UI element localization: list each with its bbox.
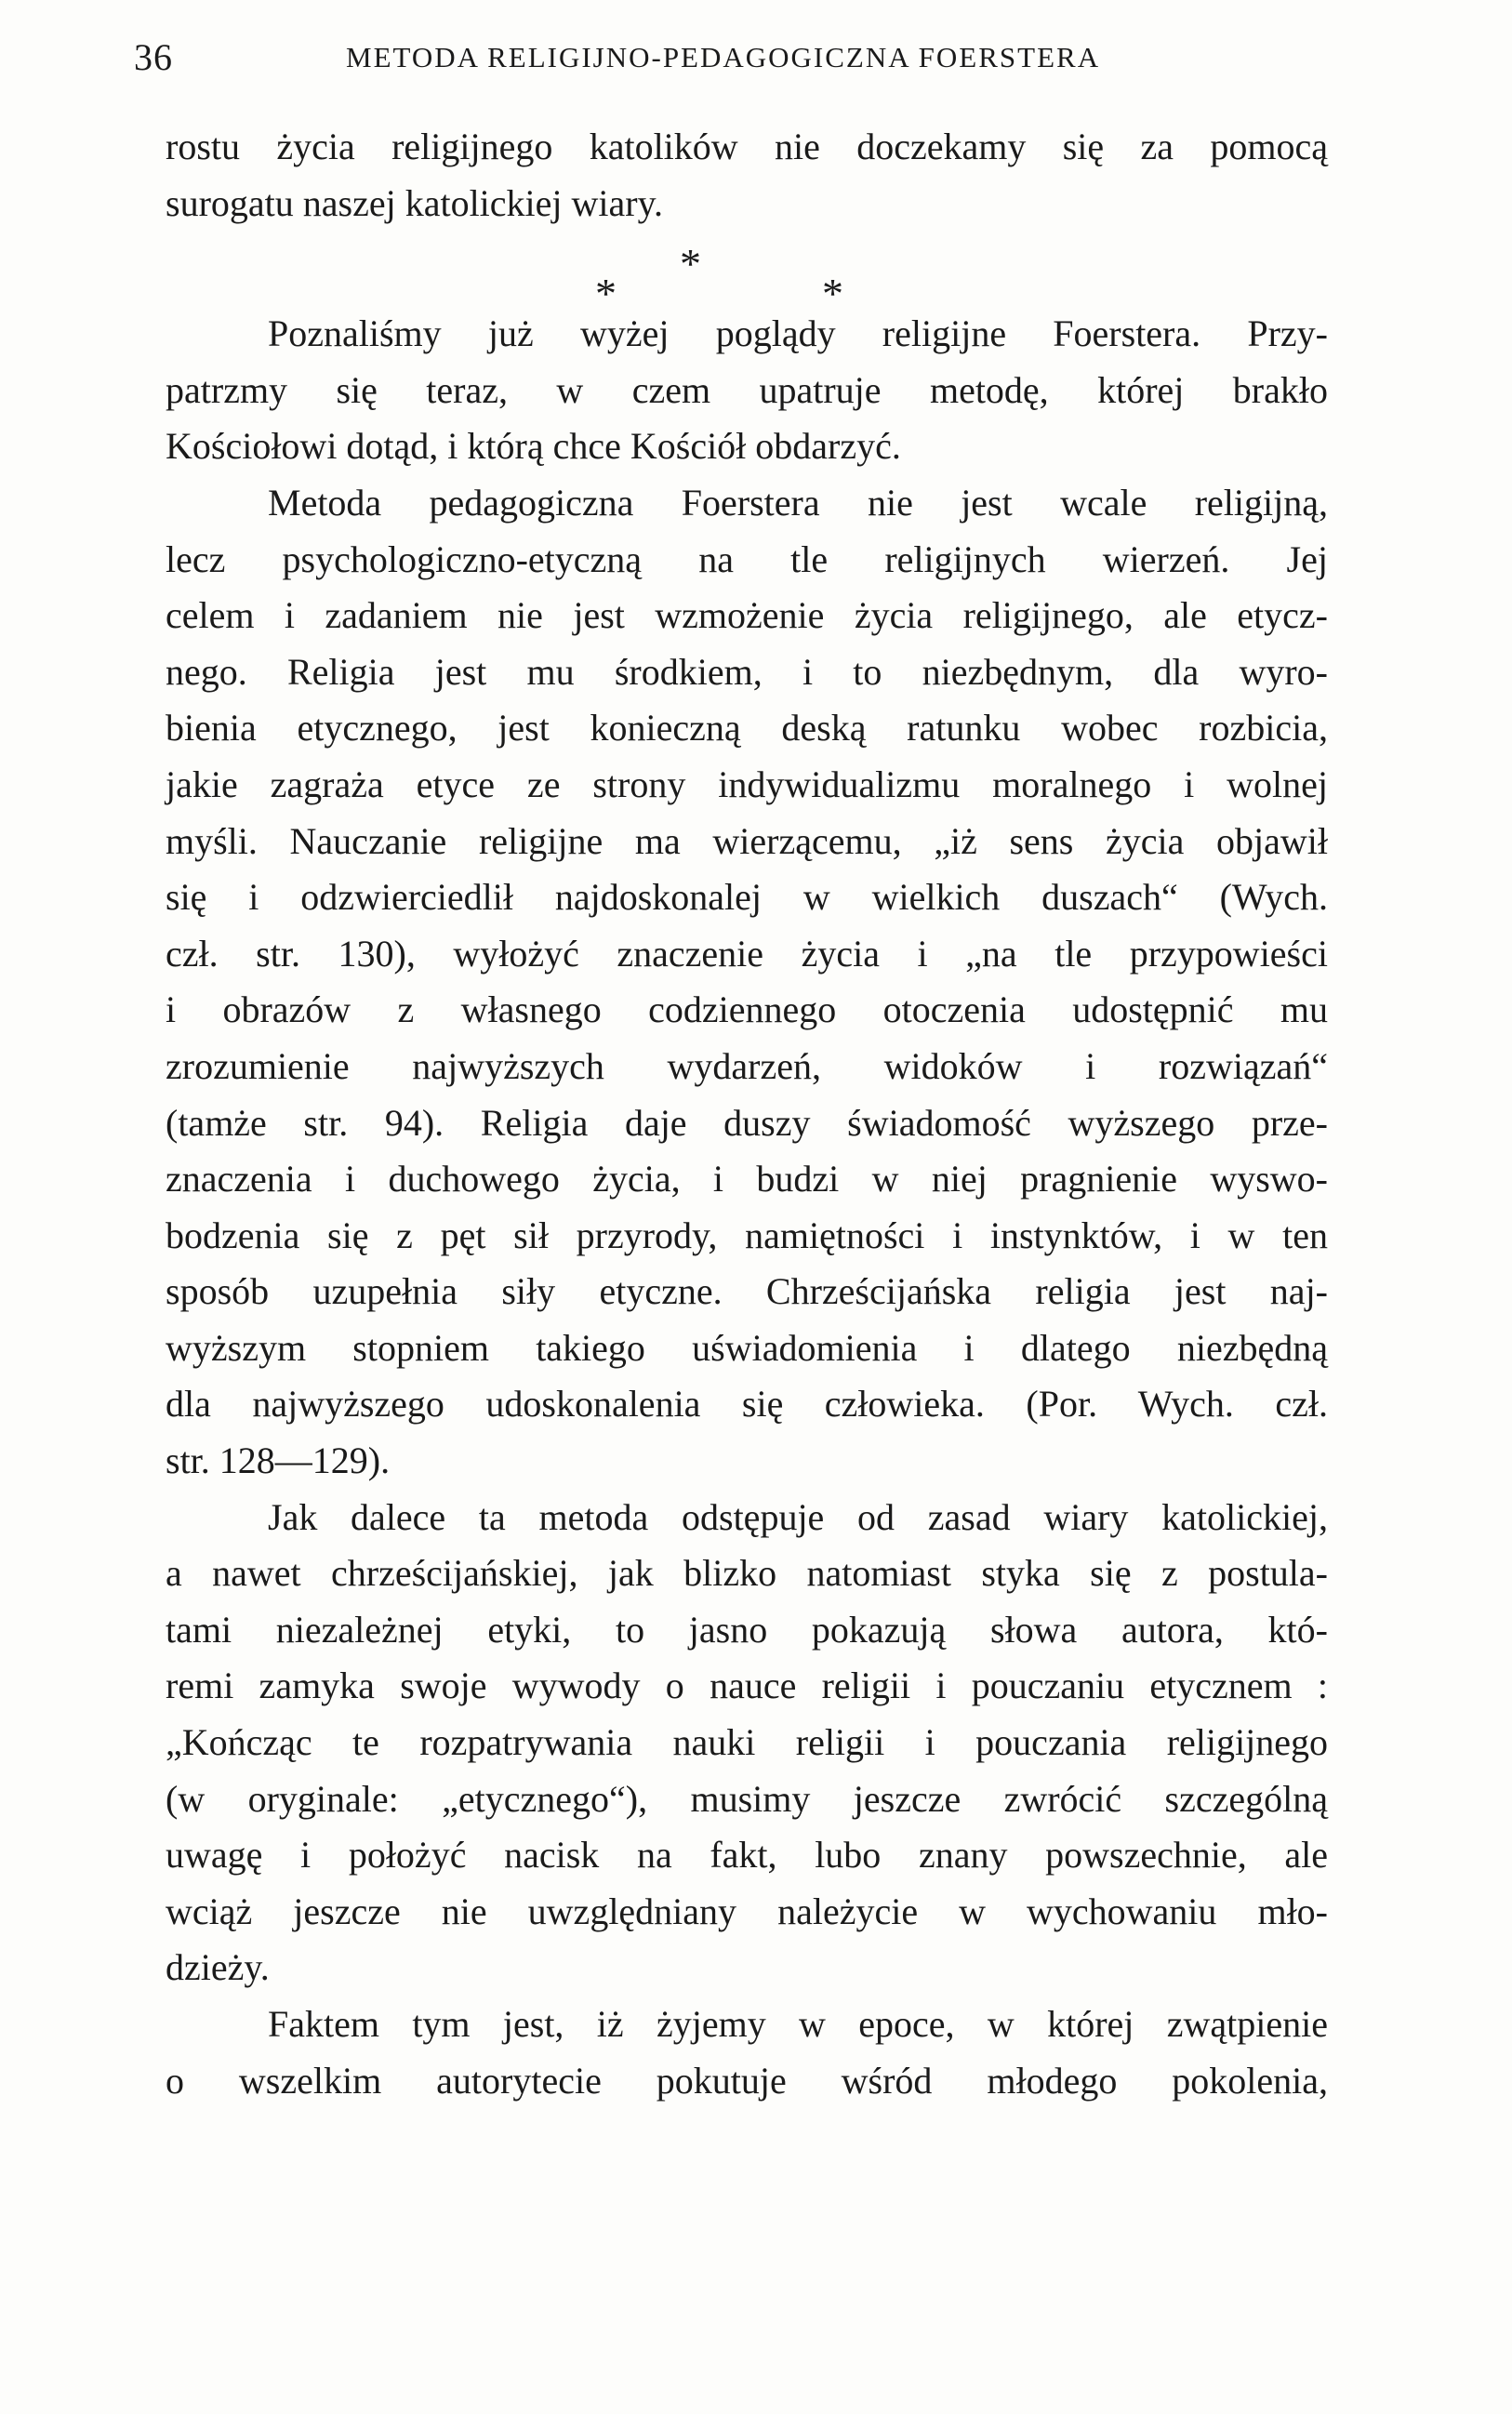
text-line: Kościołowi dotąd, i którą chce Kościół obdarzyć. — [166, 425, 901, 468]
body-text — [166, 119, 1328, 2109]
text-line: patrzmy się teraz, w czem upatruje metodę, której brakło — [166, 368, 1328, 411]
text-line: dla najwyższego udoskonalenia się człowieka. (Por. Wych. czł. — [166, 1383, 1328, 1426]
text-line: wyższym stopniem takiego uświadomienia i dlatego niezbędną — [166, 1326, 1328, 1369]
text-line: Jak dalece ta metoda odstępuje od zasad wiary katolickiej, — [268, 1495, 1328, 1538]
section-break — [166, 232, 1328, 318]
text-line: o wszelkim autorytecie pokutuje wśród młodego pokolenia, — [166, 2059, 1328, 2102]
text-line: znaczenia i duchowego życia, i budzi w niej pragnienie wyswo- — [166, 1158, 1328, 1200]
text-line: remi zamyka swoje wywody o nauce religii i pouczaniu etycznem : — [166, 1665, 1328, 1707]
text-line: myśli. Nauczanie religijne ma wierzącemu, „iż sens życia objawił — [166, 819, 1328, 862]
text-line: i obrazów z własnego codziennego otoczenia udostępnić mu — [166, 988, 1328, 1031]
asterisk: * — [680, 240, 701, 288]
page-number: 36 — [134, 36, 173, 78]
text-line: nego. Religia jest mu środkiem, i to niezbędnym, dla wyro- — [166, 650, 1328, 693]
text-line: „Kończąc te rozpatrywania nauki religii i pouczania religijnego — [166, 1721, 1328, 1764]
text-line: zrozumienie najwyższych wydarzeń, widoków i rozwiązań“ — [166, 1044, 1328, 1087]
text-line: dzieży. — [166, 1946, 270, 1989]
text-line: Poznaliśmy już wyżej poglądy religijne Foerstera. Przy- — [268, 312, 1328, 355]
text-line: czł. str. 130), wyłożyć znaczenie życia i „na tle przypowieści — [166, 932, 1328, 975]
text-line: a nawet chrześcijańskiej, jak blizko natomiast styka się z postula- — [166, 1552, 1328, 1595]
text-line: wciąż jeszcze nie uwzględniany należycie w wychowaniu mło- — [166, 1890, 1328, 1932]
text-line: (tamże str. 94). Religia daje duszy świadomość wyższego prze- — [166, 1101, 1328, 1144]
asterisk: * — [595, 270, 617, 318]
text-line: celem i zadaniem nie jest wzmożenie życia religijnego, ale etycz- — [166, 594, 1328, 637]
text-line: surogatu naszej katolickiej wiary. — [166, 181, 663, 224]
text-line: rostu życia religijnego katolików nie doczekamy się za pomocą — [166, 126, 1328, 167]
text-line: Metoda pedagogiczna Foerstera nie jest wcale religijną, — [268, 481, 1328, 524]
text-line: str. 128—129). — [166, 1439, 391, 1482]
text-line: uwagę i położyć nacisk na fakt, lubo znany powszechnie, ale — [166, 1834, 1328, 1877]
text-line: bienia etycznego, jest konieczną deską ratunku wobec rozbicia, — [166, 707, 1328, 749]
text-line: sposób uzupełnia siły etyczne. Chrześcijańska religia jest naj- — [166, 1270, 1328, 1313]
text-line: lecz psychologiczno-etyczną na tle religijnych wierzeń. Jej — [166, 537, 1328, 580]
text-line: bodzenia się z pęt sił przyrody, namiętności i instynktów, i w ten — [166, 1214, 1328, 1256]
text-line: jakie zagraża etyce ze strony indywidualizmu moralnego i wolnej — [166, 763, 1328, 805]
text-line: tami niezależnej etyki, to jasno pokazują słowa autora, któ- — [166, 1608, 1328, 1651]
text-line: Faktem tym jest, iż żyjemy w epoce, w której zwątpienie — [268, 2003, 1328, 2045]
text-line: (w oryginale: „etycznego“), musimy jeszcze zwrócić szczególną — [166, 1777, 1328, 1820]
text-line: się i odzwierciedlił najdoskonalej w wielkich duszach“ (Wych. — [166, 876, 1328, 919]
running-head: METODA RELIGIJNO-PEDAGOGICZNA FOERSTERA — [346, 41, 1101, 73]
asterisk: * — [822, 270, 843, 318]
